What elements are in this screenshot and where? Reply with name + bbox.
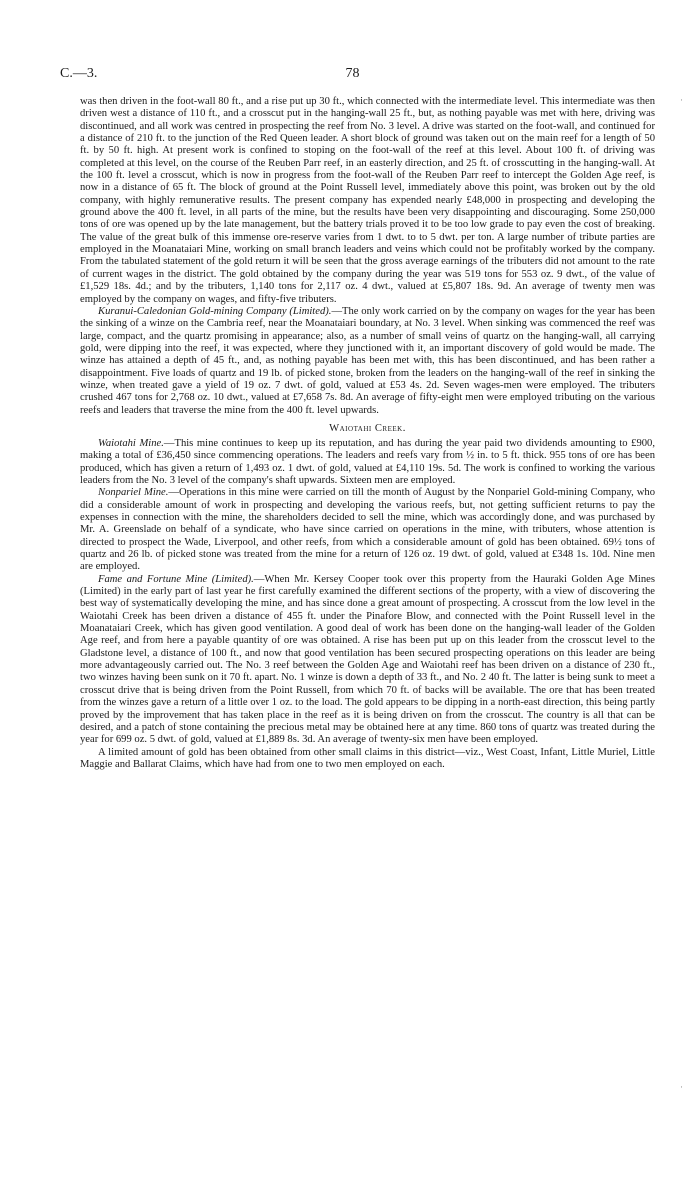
paragraph-small-claims: A limited amount of gold has been obtained from other small claims in this district—viz., West Coast, Infant, Little Muriel, Little Maggie and Ballarat Claims, which have had from one to two men employed on each. (80, 746, 655, 770)
paragraph-lead-kuranui: Kuranui-Caledonian Gold-mining Company (Limited). (98, 305, 332, 317)
paragraph-kuranui-caledonian (80, 306, 655, 417)
paragraph-lead-waiotahi: Waiotahi Mine. (98, 437, 164, 449)
document-reference: C.—3. (60, 66, 98, 81)
paragraph-text-fame: —When Mr. Kersey Cooper took over this property from the Hauraki Golden Age Mines (Limited) in the early part of last year he first carefully examined the different sections of the property, with a view of discovering the best way of systematically developing the mine, and has since done a great amount of prospecting. A crosscut from the low level in the Waiotahi Creek has been driven a distance of 455 ft. under the Pinafore Blow, and connected with the Point Russell level in the Moanataiari Creek, which has given good ventilation. A good deal of work has been done on the hanging-wall leader of the Golden Age reef, and from here a payable quantity of ore was obtained. A rise has been put up on this leader from the crosscut level to the Gladstone level, a distance of 100 ft., and now that good ventilation has been secured prospecting operations on this leader are being more advantageously carried out. The No. 3 reef between the Golden Age and Waiotahi reef has been driven on a distance of 230 ft., two winzes having been sunk on it 70 ft. apart. No. 1 winze is down a depth of 33 ft., and No. 2 40 ft. The latter is being sunk to meet a crosscut drive that is being driven from the Point Russell, from which 70 ft. of backs will be available. The ore that has been treated from the winzes gave a return of a little over 1 oz. to the load. The gold appears to be dipping in a north-east direction, this being partly proved by the improvement that has taken place in the reef as it is being driven on from the crosscut. The country is all that can be desired, and a patch of stone containing the precious metal may be obtained here at any time. 860 tons of quartz was treated during the year for 699 oz. 5 dwt. of gold, valued at £1,889 8s. 3d. An average of twenty-six men have been employed. (80, 573, 655, 746)
paragraph-fame-and-fortune (80, 574, 655, 747)
paragraph-nonpariel-mine (80, 487, 655, 573)
paragraph-waiotahi-mine (80, 438, 655, 487)
paragraph-lead-fame: Fame and Fortune Mine (Limited). (98, 573, 254, 585)
paragraph-lead-nonpariel: Nonpariel Mine. (98, 487, 169, 499)
margin-mark: · (680, 1082, 683, 1092)
page-number: 78 (345, 66, 360, 81)
paragraph-continuation: was then driven in the foot-wall 80 ft., and a rise put up 30 ft., which connected with the intermediate level. This intermediate was then driven west a distance of 110 ft., and a crosscut put in the hanging-wall 25 ft., but, as nothing payable was met with here, driving was discontinued, and all work was centred in prospecting the reef from No. 3 level. A drive was started on the foot-wall, and continued for a distance of 210 ft. to the junction of the Red Queen leader. A short block of ground was taken out on the main reef for a length of 50 ft. by 50 ft. high. At present work is confined to stoping on the foot-wall of the reef at this level. About 100 ft. of driving was completed at this level, on the course of the Reuben Parr reef, in an easterly direction, and 25 ft. of crosscutting in the hanging-wall. At the 100 ft. level a crosscut, which is now in progress from the foot-wall of the Reuben Parr reef to intercept the Golden Age reef, is now in a distance of 65 ft. The block of ground at the Point Russell level, immediately above this point, was broken out by the old company, with highly remunerative results. The present company has expended nearly £48,000 in prospecting and developing the ground above the 400 ft. level, in all parts of the mine, but the results have been very disappointing and discouraging. Some 250,000 tons of ore was opened up by the late management, but the battery trials proved it to be too low grade to pay even the cost of breaking. The value of the great bulk of this immense ore-reserve varies from 1 dwt. to to 5 dwt. per ton. A large number of tribute parties are employed in the Moanataiari Mine, working on small branch leaders and veins which could not be profitably worked by the company. From the tabulated statement of the gold return it will be seen that the gross average earnings of the tributers did not amount to the rate of current wages in the district. The gold obtained by the company during the year was 519 tons for 553 oz. 9 dwt., of the value of £1,529 18s. 4d.; and by the tributers, 1,140 tons for 2,117 oz. 4 dwt., valued at £5,807 18s. 9d. An average of twenty men was employed by the company on wages, and fifty-five tributers. (80, 96, 655, 305)
paragraph-text-kuranui: —The only work carried on by the company on wages for the year has been the sinking of a winze on the Cambria reef, near the Moanataiari boundary, at No. 3 level. When sinking was commenced the reef was large, compact, and the quartz promising in appearance; also, as a number of small veins of quartz on the hanging-wall, all carrying gold, were dipping into the reef, it was expected, where they junctioned with it, an important discovery of gold would be made. The winze has attained a depth of 45 ft., and, as nothing payable has been met with, this has been discontinued, and has been rather a disappointment. Five loads of quartz and 19 lb. of picked stone, broken from the leaders on the hanging-wall of the reef in sinking the winze, when treated gave a yield of 19 oz. 7 dwt. of gold, valued at £53 4s. 2d. Seven wages-men were employed. The tributers crushed 467 tons for 2,768 oz. 10 dwt., valued at £7,658 7s. 8d. An average of fifty-eight men were employed tributing on the various reefs and leaders that traverse the mine from the 400 ft. level upwards. (80, 305, 655, 416)
page-header (60, 66, 645, 84)
paragraph-text-nonpariel: —Operations in this mine were carried on till the month of August by the Nonpariel Gold-mining Company, who did a considerable amount of work in prospecting and developing the various reefs, but, not getting sufficient returns to pay the expenses in connection with the mine, the shareholders decided to sell the mine, which was accordingly done, and was purchased by Mr. A. Greenslade on behalf of a syndicate, who have since carried on operations in the mine, with tributers, whose attention is directed to prospect the Wade, Liverpool, and other reefs, from which a considerable amount of gold has been obtained. 69½ tons of quartz and 26 lb. of picked stone was treated from the mine for a return of 126 oz. 19 dwt. of gold, valued at £348 1s. 10d. Nine men are employed. (80, 487, 655, 573)
margin-mark: · (680, 95, 683, 105)
document-body (80, 96, 655, 771)
paragraph-text-waiotahi: —This mine continues to keep up its reputation, and has during the year paid two dividends amounting to £900, making a total of £36,450 since commencing operations. The leaders and reefs vary from ½ in. to 5 ft. thick. 955 tons of ore has been produced, which has given a return of 1,493 oz. 1 dwt. of gold, valued at £4,110 19s. 5d. The work is confined to working the various leaders from the No. 3 level of the company's shaft upwards. Sixteen men are employed. (80, 437, 655, 486)
section-heading-waiotahi-creek: Waiotahi Creek. (329, 422, 406, 434)
